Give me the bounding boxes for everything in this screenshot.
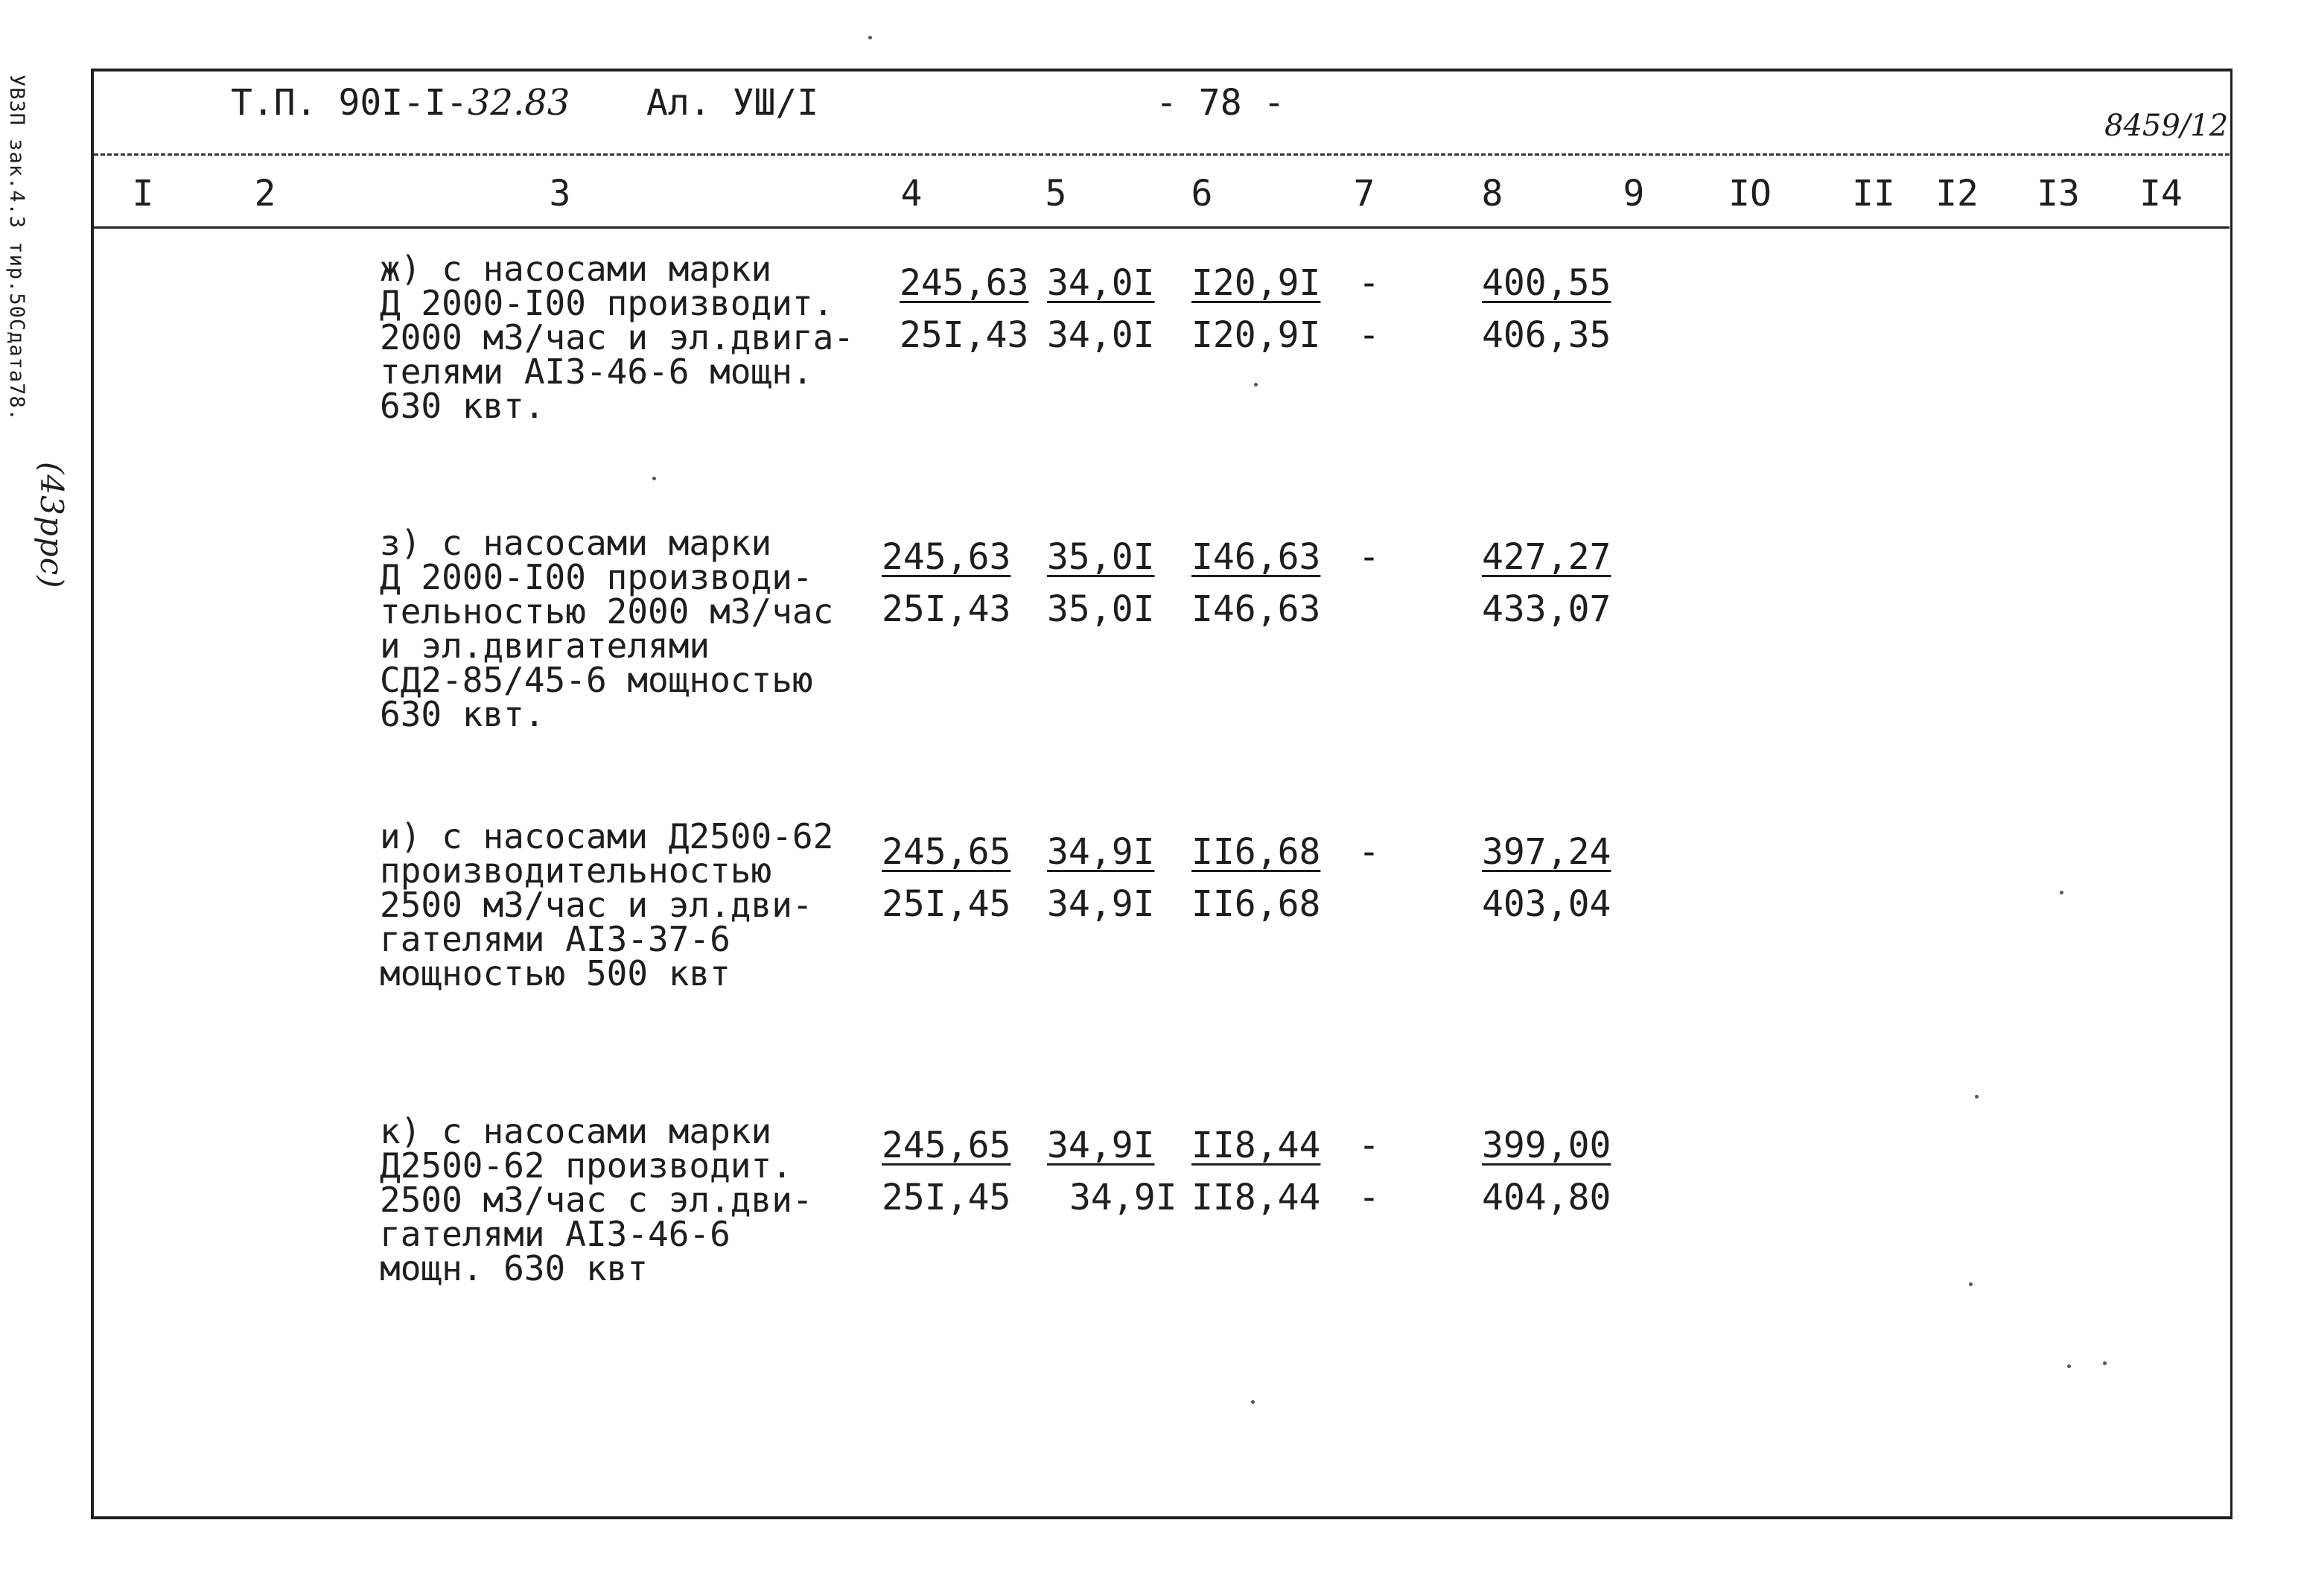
scan-speck (1975, 1095, 1979, 1099)
reference-number: 8459/12 (2104, 109, 2229, 143)
col5-value-bottom: 35,0I (1047, 588, 1155, 630)
column-number: I3 (2037, 173, 2080, 214)
col8-value-top: 427,27 (1482, 536, 1611, 578)
column-number: I2 (1935, 173, 1979, 214)
col4-value-bottom: 25I,43 (882, 588, 1011, 630)
col6-value-bottom: I46,63 (1191, 588, 1321, 630)
col6-value-top: II6,68 (1191, 831, 1321, 873)
col6-value-bottom: II6,68 (1191, 883, 1321, 925)
scan-speck (1254, 383, 1258, 387)
scan-speck (2060, 891, 2063, 894)
scan-speck (652, 477, 656, 480)
column-number: 2 (254, 173, 276, 214)
col5-value-bottom: 34,9I (1069, 1177, 1177, 1218)
col5-value-top: 34,0I (1047, 262, 1155, 304)
column-number: 7 (1353, 173, 1375, 214)
album-label: Ал. УШ/I (646, 82, 819, 124)
col8-value-bottom: 433,07 (1482, 588, 1611, 630)
col6-value-top: II8,44 (1191, 1125, 1321, 1166)
col5-value-bottom: 34,0I (1047, 314, 1155, 356)
col8-value-bottom: 404,80 (1482, 1177, 1611, 1218)
column-number: 4 (900, 173, 923, 214)
column-number: II (1852, 173, 1895, 214)
column-number: 8 (1481, 173, 1503, 214)
col7-value-bottom: - (1358, 1177, 1380, 1218)
col7-value-top: - (1358, 1125, 1380, 1166)
margin-stamp (5, 74, 80, 589)
col7-value-top: - (1358, 831, 1380, 873)
col5-value-bottom: 34,9I (1047, 883, 1155, 925)
row-description: и) с насосами Д2500-62 производительностью 2500 м3/час и эл.дви- гателями АI3-37-6 мощностью 500 квт (380, 816, 834, 993)
scan-speck (2067, 1364, 2071, 1368)
col4-value-top: 245,63 (900, 262, 1029, 304)
scan-speck (868, 36, 872, 39)
column-number: 3 (549, 173, 571, 214)
page-number: - 78 - (1156, 82, 1285, 124)
col6-value-bottom: I20,9I (1191, 314, 1321, 356)
column-number: I4 (2139, 173, 2183, 214)
col8-value-bottom: 403,04 (1482, 883, 1611, 925)
column-header-divider (94, 226, 2230, 229)
col6-value-bottom: II8,44 (1191, 1177, 1321, 1218)
column-number: I (132, 173, 154, 214)
document-code-prefix: Т.П. 90I-I- (231, 82, 468, 124)
row-description: ж) с насосами марки Д 2000-I00 производит. 2000 м3/час и эл.двига- телями АI3-46-6 мощн. 630 квт. (380, 249, 854, 426)
col5-value-top: 35,0I (1047, 536, 1155, 578)
scan-speck (1969, 1282, 1973, 1286)
row-description: з) с насосами марки Д 2000-I00 производи- тельностью 2000 м3/час и эл.двигателями СД2-85/45-6 мощностью 630 квт. (380, 523, 834, 734)
document-code-handwritten: 32.83 (467, 82, 570, 124)
col6-value-top: I20,9I (1191, 262, 1321, 304)
scan-speck (2103, 1361, 2107, 1365)
col8-value-bottom: 406,35 (1482, 314, 1611, 356)
column-number: 6 (1191, 173, 1213, 214)
col4-value-bottom: 25I,45 (882, 883, 1011, 925)
col7-value-top: - (1358, 262, 1380, 304)
col4-value-top: 245,65 (882, 831, 1011, 873)
col8-value-top: 399,00 (1482, 1125, 1611, 1166)
col4-value-top: 245,65 (882, 1125, 1011, 1166)
col5-value-top: 34,9I (1047, 831, 1155, 873)
column-number: IO (1728, 173, 1772, 214)
col4-value-bottom: 25I,45 (882, 1177, 1011, 1218)
row-description: к) с насосами марки Д2500-62 производит. 2500 м3/час с эл.дви- гателями АI3-46-6 мощн. 630 квт (380, 1111, 813, 1288)
column-number: 9 (1623, 173, 1645, 214)
document-code (231, 82, 570, 124)
scan-speck (1251, 1400, 1255, 1404)
col4-value-top: 245,63 (882, 536, 1011, 578)
col7-value-bottom: - (1358, 314, 1380, 356)
margin-stamp-handwritten: (43ррс) (34, 462, 70, 589)
col7-value-top: - (1358, 536, 1380, 578)
col8-value-top: 400,55 (1482, 262, 1611, 304)
col6-value-top: I46,63 (1191, 536, 1321, 578)
col4-value-bottom: 25I,43 (900, 314, 1029, 356)
column-number: 5 (1045, 173, 1067, 214)
margin-stamp-printed: УВЗП зак.4.3 тир.50Сдата78. (5, 74, 28, 422)
col5-value-top: 34,9I (1047, 1125, 1155, 1166)
header-divider (94, 153, 2230, 156)
col8-value-top: 397,24 (1482, 831, 1611, 873)
